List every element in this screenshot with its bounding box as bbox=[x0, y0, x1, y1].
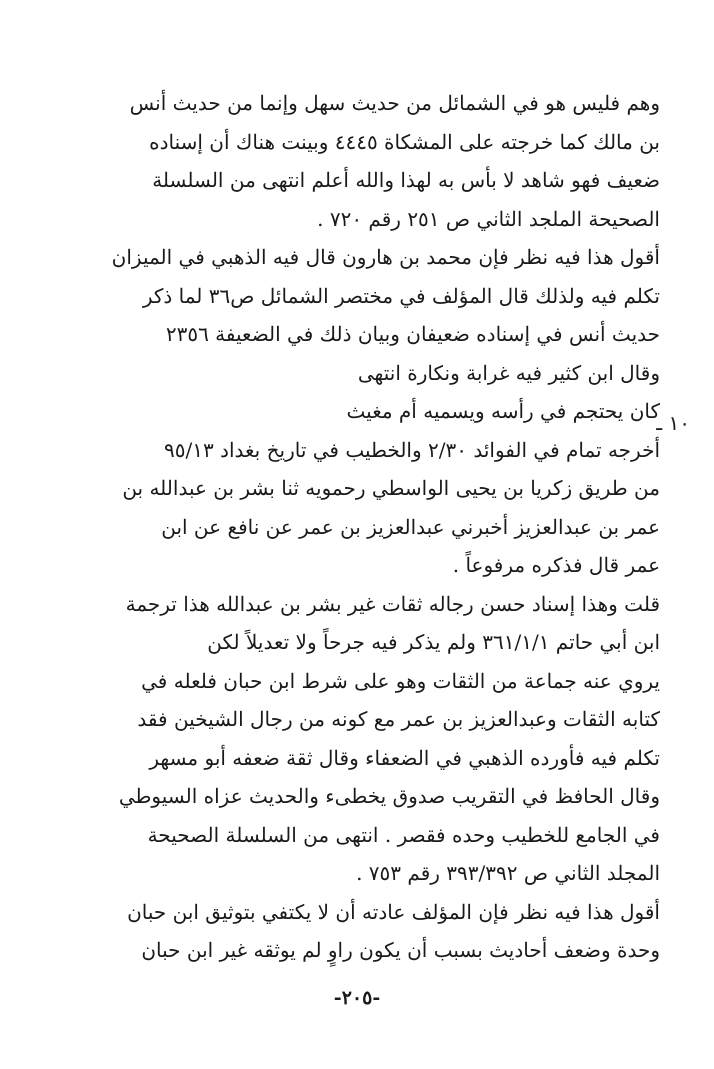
page-number: -٢٠٥- bbox=[333, 987, 381, 1009]
text-line: أقول هذا فيه نظر فإن محمد بن هارون قال فيه الذهبي في الميزان bbox=[111, 245, 660, 269]
text-line: قلت وهذا إسناد حسن رجاله ثقات غير بشر بن عبدالله هذا ترجمة bbox=[125, 591, 660, 616]
text-line: عمر بن عبدالعزيز أخبرني عبدالعزيز بن عمر عن نافع عن ابن bbox=[161, 514, 660, 539]
text-line: المجلد الثاني ص ٣٩٣/٣٩٢ رقم ٧٥٣ . bbox=[356, 861, 660, 885]
text-line: ضعيف فهو شاهد لا بأس به لهذا والله أعلم انتهى من السلسلة bbox=[152, 168, 660, 192]
text-line: وحدة وضعف أحاديث بسبب أن يكون راوٍ لم يوثقه غير ابن حبان bbox=[141, 938, 660, 962]
text-line: في الجامع للخطيب وحده فقصر . انتهى من السلسلة الصحيحة bbox=[147, 822, 660, 847]
text-line: كتابه الثقات وعبدالعزيز بن عمر مع كونه من رجال الشيخين فقد bbox=[137, 707, 660, 731]
text-line: وقال الحافظ في التقريب صدوق يخطىء والحديث عزاه السيوطي bbox=[118, 784, 660, 808]
text-line: عمر قال فذكره مرفوعاً . bbox=[452, 553, 660, 577]
text-line: الصحيحة الملجد الثاني ص ٢٥١ رقم ٧٢٠ . bbox=[317, 206, 660, 231]
text-line: تكلم فيه ولذلك قال المؤلف في مختصر الشمائل ص٣٦ لما ذكر bbox=[142, 283, 660, 308]
main-text bbox=[95, 84, 660, 970]
text-line: ابن أبي حاتم ٣٦١/١/١ ولم يذكر فيه جرحاً ولا تعديلاً لكن bbox=[207, 630, 660, 654]
text-line: يروي عنه جماعة من الثقات وهو على شرط ابن حبان فلعله في bbox=[141, 668, 660, 693]
text-line: حديث أنس في إسناده ضعيفان وبيان ذلك في الضعيفة ٢٣٥٦ bbox=[165, 322, 660, 346]
text-line: بن مالك كما خرجته على المشكاة ٤٤٤٥ وبينت هناك أن إسناده bbox=[149, 129, 660, 154]
text-line: أخرجه تمام في الفوائد ٢/٣٠ والخطيب في تاريخ بغداد ٩٥/١٣ bbox=[163, 437, 660, 462]
text-line: تكلم فيه فأورده الذهبي في الضعفاء وقال ثقة ضعفه أبو مسهر bbox=[149, 745, 660, 770]
text-line: من طريق زكريا بن يحيى الواسطي رحمويه ثنا بشر بن عبدالله بن bbox=[122, 476, 660, 500]
hadith-heading: كان يحتجم في رأسه ويسميه أم مغيث bbox=[346, 399, 660, 423]
text-line: أقول هذا فيه نظر فإن المؤلف عادته أن لا يكتفي بتوثيق ابن حبان bbox=[127, 899, 660, 924]
text-line: وقال ابن كثير فيه غرابة ونكارة انتهى bbox=[357, 360, 660, 385]
text-line: وهم فليس هو في الشمائل من حديث سهل وإنما من حديث أنس bbox=[129, 91, 660, 115]
hadith-number: ١٠ ـ bbox=[656, 411, 690, 435]
